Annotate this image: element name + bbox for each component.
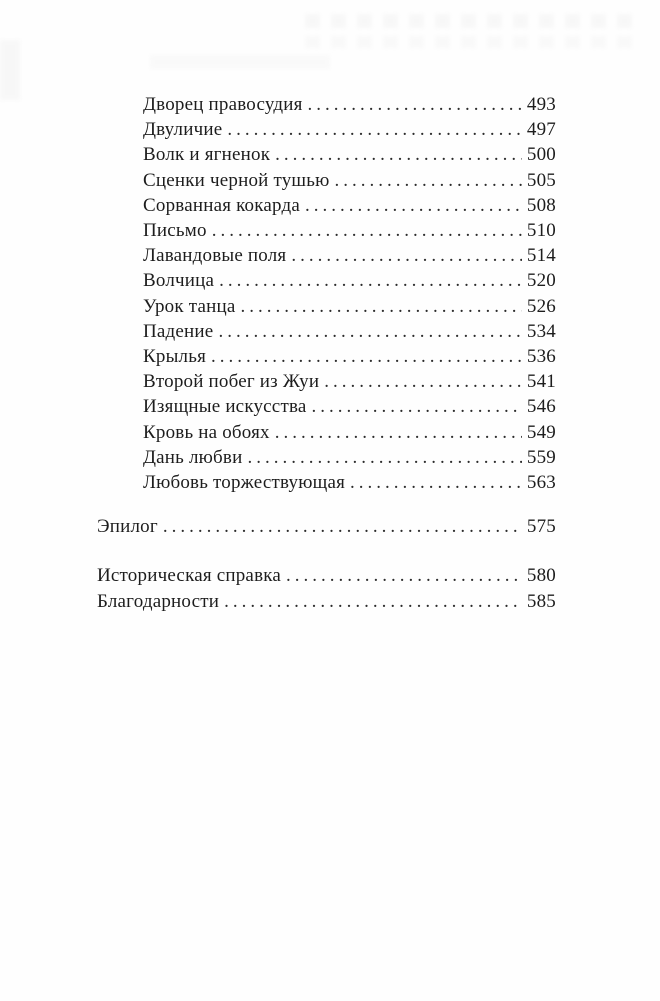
- toc-entry-title: Письмо: [143, 220, 207, 242]
- dot-leader: [305, 193, 522, 218]
- toc-entry: [97, 563, 556, 588]
- toc-entry: [143, 445, 556, 470]
- toc-entry: [143, 344, 556, 369]
- table-of-contents: [97, 92, 556, 614]
- toc-entry-page: 585: [526, 590, 556, 612]
- toc-entry: [143, 218, 556, 243]
- toc-entry-page: 497: [526, 119, 556, 141]
- scan-artifact: [305, 14, 635, 28]
- toc-entry-page: 500: [526, 144, 556, 166]
- dot-leader: [275, 420, 522, 445]
- toc-entry-page: 493: [526, 94, 556, 115]
- dot-leader: [241, 294, 522, 319]
- dot-leader: [224, 589, 522, 614]
- toc-entry-title: Сценки черной тушью: [143, 169, 330, 191]
- toc-entry-page: 549: [526, 421, 556, 443]
- toc-entry-title: Дань любви: [143, 446, 243, 468]
- toc-entry-title: Волк и ягненок: [143, 144, 271, 166]
- dot-leader: [163, 514, 522, 539]
- toc-entry-page: 559: [526, 446, 556, 468]
- dot-leader: [312, 394, 522, 419]
- toc-entry-title: Дворец правосудия: [143, 94, 303, 115]
- toc-entry-title: Лавандовые поля: [143, 245, 287, 267]
- dot-leader: [212, 218, 522, 243]
- toc-entry: [143, 142, 556, 167]
- toc-entry-epilogue: [97, 514, 556, 539]
- toc-entry-title: Падение: [143, 320, 214, 342]
- toc-entry-page: 534: [526, 320, 556, 342]
- dot-leader: [308, 92, 522, 117]
- toc-entry-title: Второй побег из Жуи: [143, 371, 320, 393]
- toc-entry-page: 563: [526, 472, 556, 494]
- toc-entry-page: 526: [526, 295, 556, 317]
- toc-entry: [143, 470, 556, 495]
- toc-entry-title: Эпилог: [97, 516, 158, 538]
- dot-leader: [324, 369, 522, 394]
- toc-entry-page: 505: [526, 169, 556, 191]
- dot-leader: [335, 168, 522, 193]
- toc-entry: [143, 193, 556, 218]
- toc-entry-title: Сорванная кокарда: [143, 194, 300, 216]
- toc-entry-page: 520: [526, 270, 556, 292]
- toc-entry-title: Двуличие: [143, 119, 223, 141]
- scan-artifact: [305, 36, 635, 48]
- toc-entry-page: 541: [526, 371, 556, 393]
- toc-entry-page: 508: [526, 194, 556, 216]
- toc-entry-page: 575: [526, 516, 556, 538]
- toc-entry: [143, 369, 556, 394]
- toc-entry-page: 580: [526, 565, 556, 587]
- toc-entry-title: Благодарности: [97, 590, 220, 612]
- scan-artifact: [0, 40, 20, 100]
- toc-entry: [143, 294, 556, 319]
- dot-leader: [286, 563, 522, 588]
- toc-entry-page: 536: [526, 346, 556, 368]
- toc-entry-title: Изящные искусства: [143, 396, 307, 418]
- toc-entry: [143, 319, 556, 344]
- dot-leader: [211, 344, 522, 369]
- toc-entry-page: 546: [526, 396, 556, 418]
- toc-entry-title: Историческая справка: [97, 565, 282, 587]
- toc-entry: [143, 117, 556, 142]
- dot-leader: [350, 470, 522, 495]
- toc-entry-page: 514: [526, 245, 556, 267]
- dot-leader: [247, 445, 521, 470]
- toc-entry: [143, 420, 556, 445]
- dot-leader: [218, 319, 521, 344]
- toc-entry-title: Крылья: [143, 346, 207, 368]
- toc-entry: [143, 268, 556, 293]
- toc-entry: [143, 243, 556, 268]
- dot-leader: [291, 243, 522, 268]
- toc-entry-title: Урок танца: [143, 295, 236, 317]
- toc-entry-title: Любовь торжествующая: [143, 472, 346, 494]
- toc-entry: [143, 168, 556, 193]
- dot-leader: [227, 117, 522, 142]
- toc-entry: [97, 589, 556, 614]
- dot-leader: [275, 142, 522, 167]
- toc-entry: [143, 92, 556, 117]
- toc-entry-page: 510: [526, 220, 556, 242]
- toc-entry-title: Волчица: [143, 270, 215, 292]
- scan-artifact: [150, 55, 330, 69]
- toc-entry: [143, 394, 556, 419]
- toc-entry-title: Кровь на обоях: [143, 421, 270, 443]
- dot-leader: [219, 268, 522, 293]
